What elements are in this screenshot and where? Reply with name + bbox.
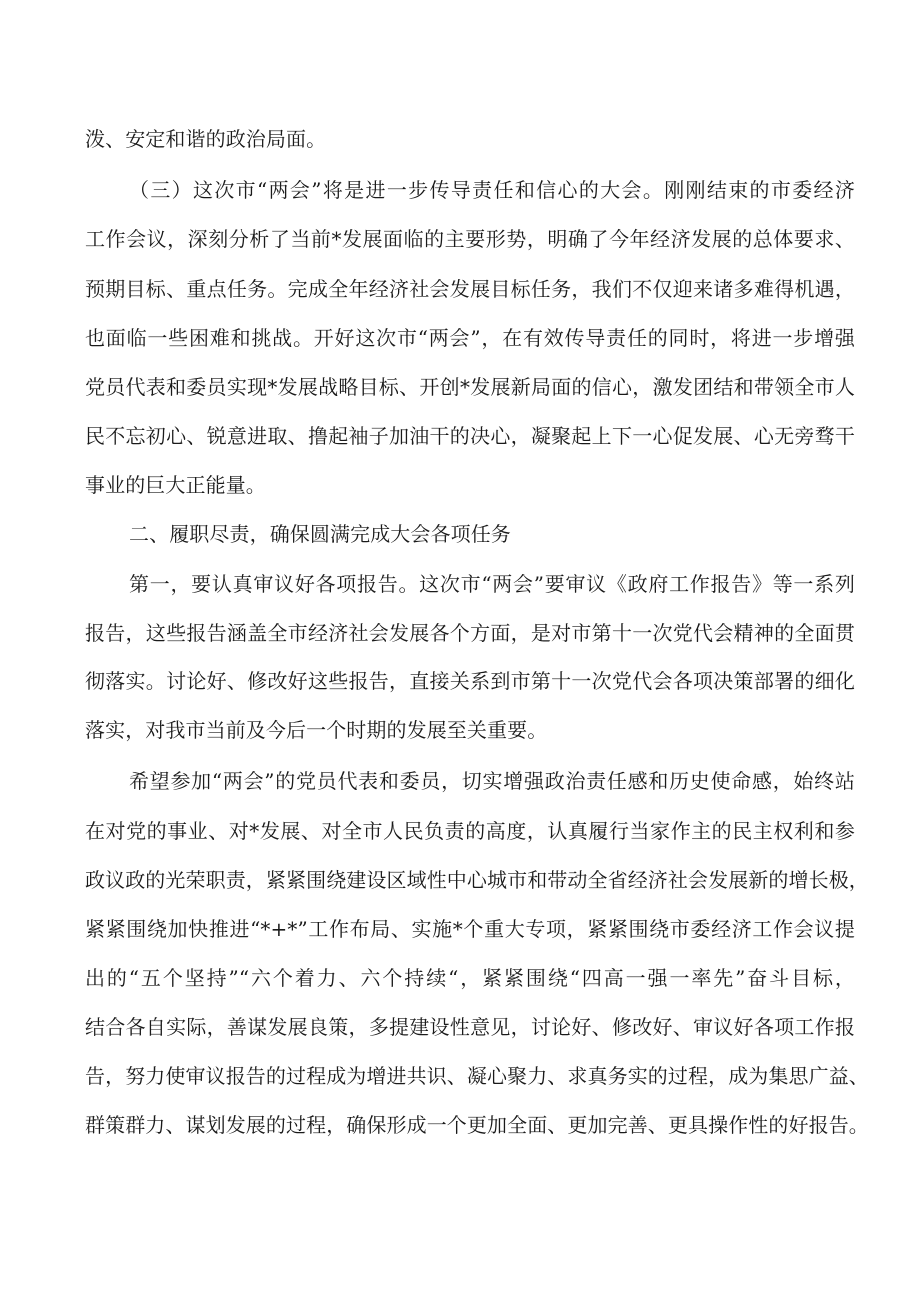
paragraph-line-10: 第一，要认真审议好各项报告。这次市“两会”要审议《政府工作报告》等一系列 xyxy=(129,572,855,596)
paragraph-line-6: 党员代表和委员实现*发展战略目标、开创*发展新局面的信心，激发团结和带领全市人 xyxy=(85,375,855,399)
paragraph-line-16: 政议政的光荣职责，紧紧围绕建设区域性中心城市和带动全省经济社会发展新的增长极， xyxy=(85,868,869,892)
paragraph-line-1: 泼、安定和谐的政治局面。 xyxy=(85,127,327,151)
paragraph-line-17: 紧紧围绕加快推进“*+*”工作布局、实施*个重大专项，紧紧围绕市委经济工作会议提 xyxy=(85,917,855,941)
paragraph-line-11: 报告，这些报告涵盖全市经济社会发展各个方面，是对市第十一次党代会精神的全面贯 xyxy=(85,621,855,645)
section-heading: 二、履职尽责，确保圆满完成大会各项任务 xyxy=(129,522,511,546)
paragraph-line-20: 告，努力使审议报告的过程成为增进共识、凝心聚力、求真务实的过程，成为集思广益、 xyxy=(85,1064,869,1088)
paragraph-line-7: 民不忘初心、锐意进取、撸起袖子加油干的决心，凝聚起上下一心促发展、心无旁骛干 xyxy=(85,424,855,448)
paragraph-line-3: 工作会议，深刻分析了当前*发展面临的主要形势，明确了今年经济发展的总体要求、 xyxy=(85,227,855,251)
paragraph-line-8: 事业的巨大正能量。 xyxy=(85,473,266,497)
paragraph-line-19: 结合各自实际，善谋发展良策，多提建设性意见，讨论好、修改好、审议好各项工作报 xyxy=(85,1015,855,1039)
paragraph-line-4: 预期目标、重点任务。完成全年经济社会发展目标任务，我们不仅迎来诸多难得机遇， xyxy=(85,277,855,301)
paragraph-line-14: 希望参加“两会”的党员代表和委员，切实增强政治责任感和历史使命感，始终站 xyxy=(129,769,855,793)
paragraph-line-21: 群策群力、谋划发展的过程，确保形成一个更加全面、更加完善、更具操作性的好报告。 xyxy=(85,1113,869,1137)
paragraph-line-12: 彻落实。讨论好、修改好这些报告，直接关系到市第十一次党代会各项决策部署的细化 xyxy=(85,669,855,693)
paragraph-line-2: （三）这次市“两会”将是进一步传导责任和信心的大会。刚刚结束的市委经济 xyxy=(129,178,855,202)
paragraph-line-18: 出的“五个坚持”“六个着力、六个持续“，紧紧围绕“四高一强一率先”奋斗目标， xyxy=(85,966,855,990)
paragraph-line-15: 在对党的事业、对*发展、对全市人民负责的高度，认真履行当家作主的民主权利和参 xyxy=(85,819,855,843)
paragraph-line-13: 落实，对我市当前及今后一个时期的发展至关重要。 xyxy=(85,718,548,742)
paragraph-line-5: 也面临一些困难和挑战。开好这次市“两会”，在有效传导责任的同时，将进一步增强 xyxy=(85,326,855,350)
